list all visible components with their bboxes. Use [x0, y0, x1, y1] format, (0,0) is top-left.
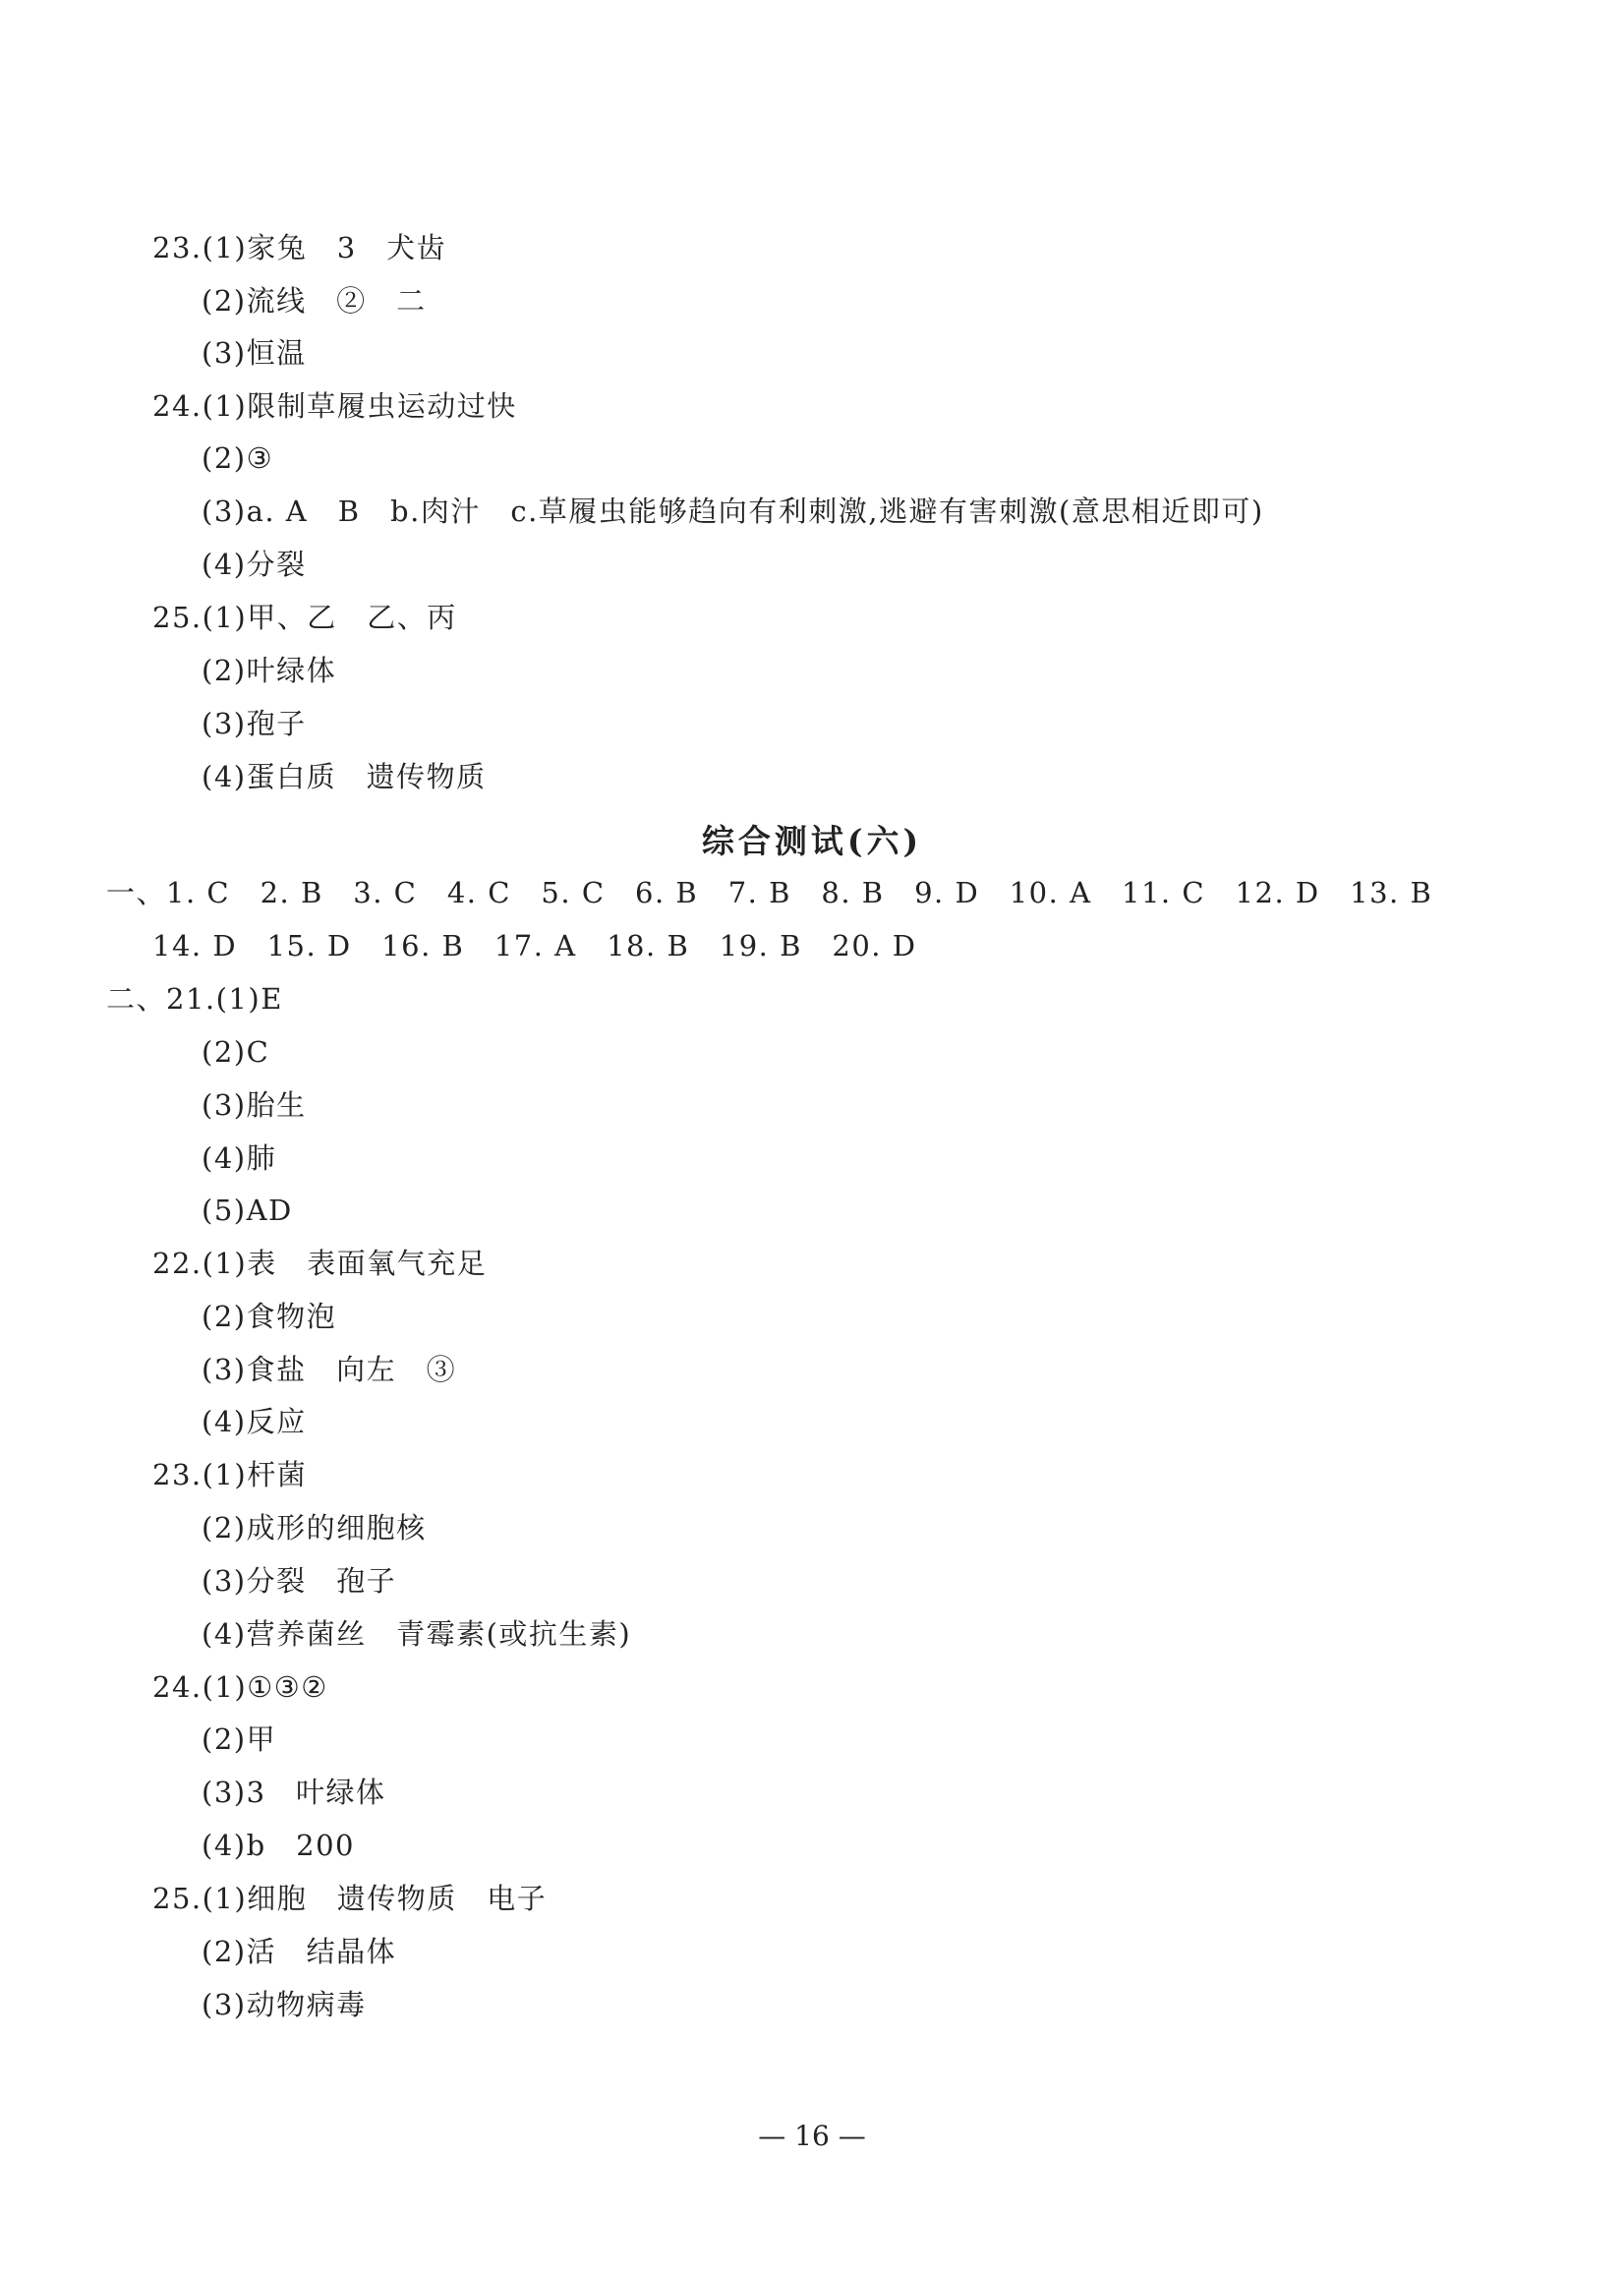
answer-line: (4)蛋白质 遗传物质	[202, 760, 487, 793]
answer-line: 25.(1)细胞 遗传物质 电子	[152, 1882, 548, 1915]
answer-line: (3)孢子	[202, 707, 307, 740]
answer-line: 24.(1)限制草履虫运动过快	[152, 389, 517, 423]
answer-line: (3)3 叶绿体	[202, 1776, 386, 1809]
answer-line: (3)分裂 孢子	[202, 1564, 397, 1598]
answer-line: (2)甲	[202, 1722, 277, 1756]
section-title: 综合测试(六)	[701, 822, 923, 860]
answer-line: (4)肺	[202, 1141, 277, 1175]
answer-line: 23.(1)家兔 3 犬齿	[152, 231, 447, 264]
answer-line: (2)③	[202, 441, 274, 475]
answer-line: (3)动物病毒	[202, 1988, 367, 2021]
page-number: — 16 —	[758, 2120, 866, 2152]
answer-line: (2)活 结晶体	[202, 1935, 397, 1968]
answer-line: (4)b 200	[202, 1829, 355, 1862]
answer-line: 25.(1)甲、乙 乙、丙	[152, 601, 457, 634]
answer-line: (2)叶绿体	[202, 654, 337, 687]
answer-line: (2)成形的细胞核	[202, 1511, 427, 1545]
answer-line: (4)分裂	[202, 548, 307, 581]
answer-line: (2)流线 ② 二	[202, 284, 427, 318]
answer-line: 23.(1)杆菌	[152, 1458, 308, 1491]
answer-line: (3)胎生	[202, 1088, 307, 1122]
answer-line: (5)AD	[202, 1194, 293, 1227]
answer-line: 22.(1)表 表面氧气充足	[152, 1247, 488, 1280]
answer-line: (3)a. A B b.肉汁 c.草履虫能够趋向有利刺激,逃避有害刺激(意思相近即可)	[202, 495, 1264, 528]
answer-line: (2)C	[202, 1035, 270, 1069]
answer-line: (3)食盐 向左 ③	[202, 1353, 457, 1386]
answer-line: 24.(1)①③②	[152, 1670, 328, 1704]
multiple-choice-line: 一、1. C 2. B 3. C 4. C 5. C 6. B 7. B 8. B 9. D 10. A 11. C 12. D 13. B	[106, 876, 1433, 909]
answer-line: (3)恒温	[202, 336, 307, 370]
answer-line: (4)营养菌丝 青霉素(或抗生素)	[202, 1617, 632, 1651]
answer-line: (4)反应	[202, 1405, 307, 1438]
multiple-choice-line: 14. D 15. D 16. B 17. A 18. B 19. B 20. D	[152, 929, 917, 962]
answer-line: 二、21.(1)E	[106, 982, 283, 1016]
answer-line: (2)食物泡	[202, 1300, 337, 1333]
